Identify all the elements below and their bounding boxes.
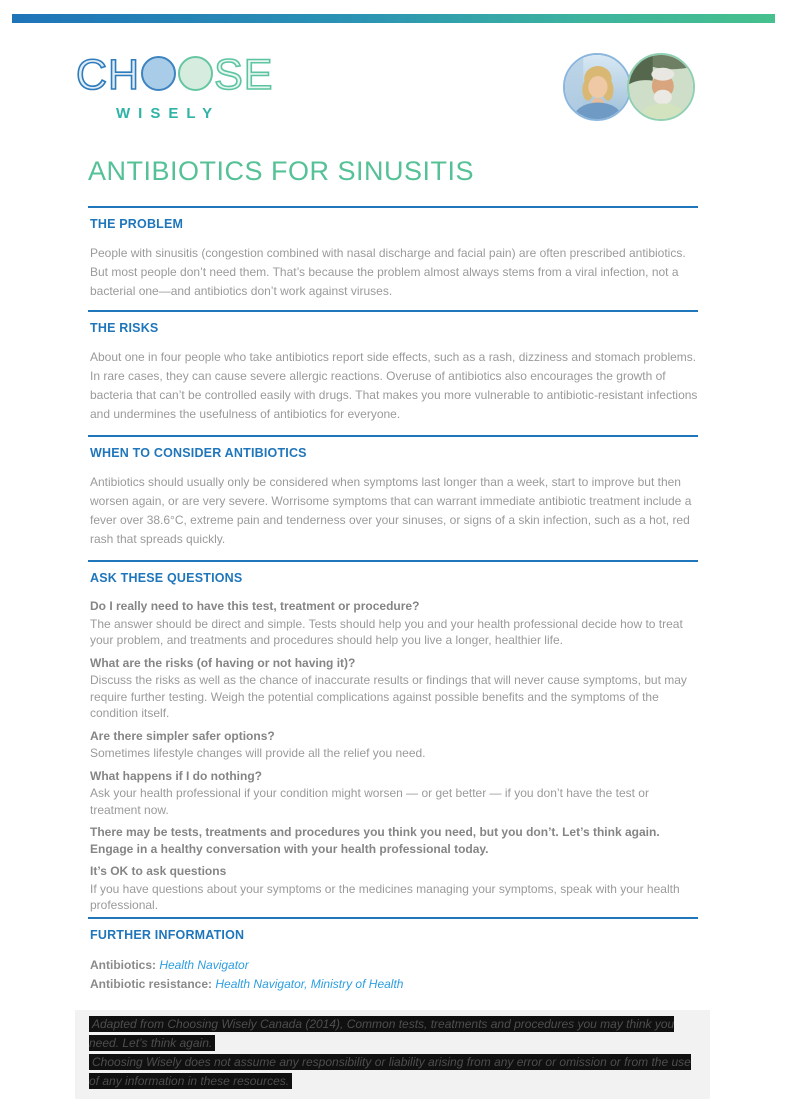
section-further-information xyxy=(88,917,698,994)
qa-item xyxy=(90,863,698,914)
question: Do I really need to have this test, treatment or procedure? xyxy=(90,599,420,613)
logo-wordmark xyxy=(76,51,274,99)
disclaimer-box xyxy=(75,1010,710,1099)
section-when-to-consider xyxy=(88,435,698,549)
answer: If you have questions about your symptoms or the medicines managing your symptoms, speak with your health professional. xyxy=(90,881,680,912)
link-separator: , xyxy=(304,977,311,991)
bold-callout: There may be tests, treatments and procedures you think you need, but you don’t. Let’s think again. Engage in a healthy conversation with your health professional today. xyxy=(90,825,660,856)
question: What are the risks (of having or not having it)? xyxy=(90,655,356,670)
answer: Ask your health professional if your condition might worsen — or get better — if you don’t have the test or treatment now. xyxy=(90,786,649,817)
qa-item xyxy=(90,728,698,762)
info-line-antibiotics xyxy=(90,956,698,975)
section-divider xyxy=(88,560,698,562)
section-the-risks xyxy=(88,310,698,424)
section-heading: THE PROBLEM xyxy=(90,217,184,231)
question: What happens if I do nothing? xyxy=(90,768,262,783)
section-divider xyxy=(88,435,698,437)
section-divider xyxy=(88,310,698,312)
section-the-problem xyxy=(88,206,698,301)
link-ministry-of-health[interactable]: Ministry of Health xyxy=(310,977,404,991)
section-divider xyxy=(88,917,698,919)
question: Are there simpler safer options? xyxy=(90,728,275,743)
section-paragraph: Antibiotics should usually only be considered when symptoms last longer than a week, start to improve but then worsen again, or are very severe. Worrisome symptoms that can warrant immediate antibiotic treatment include a fever over 38.6°C, extreme pain and tenderness over your sinuses, or signs of a skin infection, such as a hot, red rash that spreads quickly. xyxy=(90,475,692,546)
answer: Discuss the risks as well as the chance of inaccurate results or findings that will never cause symptoms, but may require further testing. Weigh the potential complications against possible benefits and the symptoms of the condition itself. xyxy=(90,673,687,720)
answer: Sometimes lifestyle changes will provide all the relief you need. xyxy=(90,746,426,760)
header-photos xyxy=(563,52,703,124)
section-heading: THE RISKS xyxy=(90,321,159,335)
link-health-navigator[interactable]: Health Navigator xyxy=(215,977,305,991)
qa-item xyxy=(90,598,698,649)
info-line-antibiotic-resistance xyxy=(90,975,698,994)
top-gradient-bar xyxy=(12,14,775,23)
logo-letters-ch: CH xyxy=(76,51,141,99)
page-title: ANTIBIOTICS FOR SINUSITIS xyxy=(88,156,475,186)
nurse-photo xyxy=(563,53,631,121)
section-ask-these-questions xyxy=(88,560,698,914)
info-label: Antibiotics: xyxy=(90,958,156,972)
link-health-navigator[interactable]: Health Navigator xyxy=(159,958,249,972)
qa-item xyxy=(90,655,698,722)
info-label: Antibiotic resistance: xyxy=(90,977,213,991)
section-divider xyxy=(88,206,698,208)
disclaimer-source: Adapted from Choosing Wisely Canada (2014), Common tests, treatments and procedures you may think you need. Let’s think again. xyxy=(89,1017,675,1050)
section-heading: FURTHER INFORMATION xyxy=(90,928,245,942)
question: It’s OK to ask questions xyxy=(90,864,227,878)
patient-photo xyxy=(627,53,695,121)
qa-item xyxy=(90,768,698,819)
section-heading: ASK THESE QUESTIONS xyxy=(90,571,243,585)
section-paragraph: People with sinusitis (congestion combined with nasal discharge and facial pain) are often prescribed antibiotics. But most people don’t need them. That’s because the problem almost always stems from a viral infection, not a bacterial one—and antibiotics don’t work against viruses. xyxy=(90,246,686,298)
section-heading: WHEN TO CONSIDER ANTIBIOTICS xyxy=(90,446,307,460)
logo-tagline: WISELY xyxy=(116,105,221,122)
answer: The answer should be direct and simple. Tests should help you and your health professional decide how to treat your problem, and treatments and procedures should help you live a longer, healthier life. xyxy=(90,616,683,647)
logo-letters-se: SE xyxy=(214,51,274,99)
section-paragraph: About one in four people who take antibiotics report side effects, such as a rash, dizziness and stomach problems. In rare cases, they can cause severe allergic reactions. Overuse of antibiotics also encourages the growth of bacteria that can’t be controlled easily with drugs. That makes you more vulnerable to antibiotic-resistant infections and undermines the usefulness of antibiotics for everyone. xyxy=(90,350,698,421)
logo-circle-blue-icon xyxy=(141,56,176,91)
logo-circle-green-icon xyxy=(178,56,213,91)
choose-wisely-logo xyxy=(76,51,274,122)
disclaimer-liability: Choosing Wisely does not assume any responsibility or liability arising from any error or omission or from the use of any information in these resources. xyxy=(89,1055,691,1088)
